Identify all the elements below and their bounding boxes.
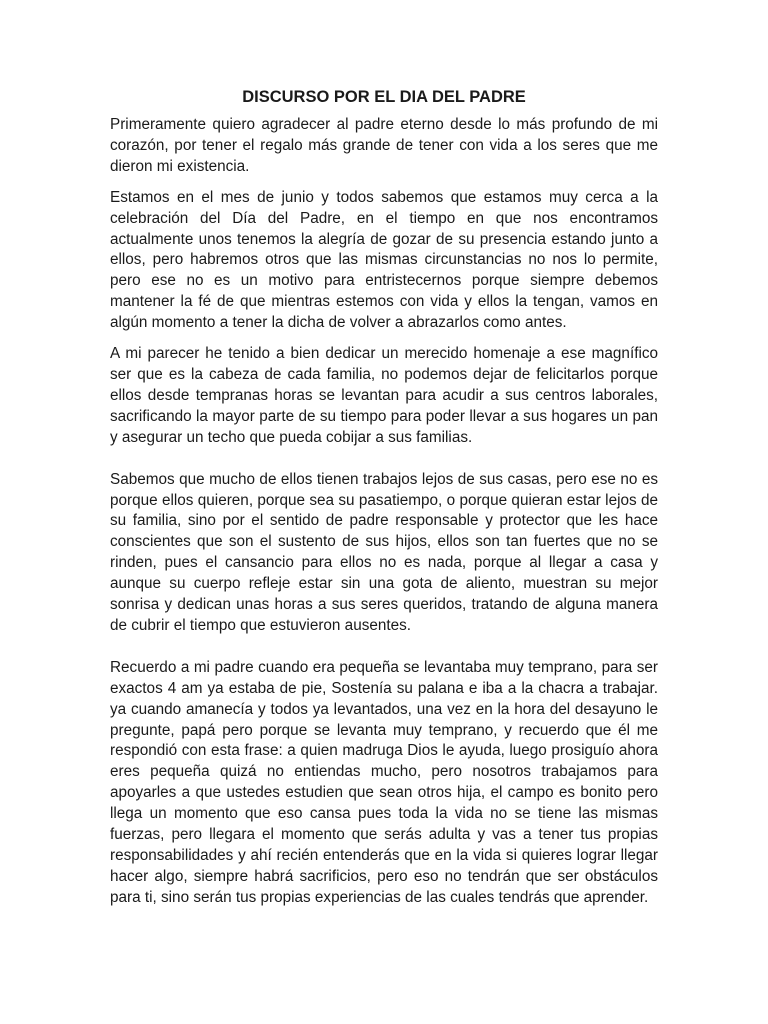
paragraph-homage: A mi parecer he tenido a bien dedicar un merecido homenaje a ese magnífico ser que es la cabeza de cada familia, no podemos dejar de felicitarlos porque ellos desde tempranas horas se levantan para acudir a sus centros laborales, sacrificando la mayor parte de su tiempo para poder llevar a sus hogares un pan y asegurar un techo que pueda cobijar a sus familias. (110, 345, 658, 446)
paragraph-june: Estamos en el mes de junio y todos sabemos que estamos muy cerca a la celebración del Día del Padre, en el tiempo en que nos encontramos actualmente unos tenemos la alegría de gozar de su presencia estando junto a ellos, pero habremos otros que las mismas circunstancias no nos lo permite, pero ese no es un motivo para entristecernos porque siempre debemos mantener la fé de que mientras estemos con vida y ellos la tengan, vamos en algún momento a tener la dicha de volver a abrazarlos como antes. (110, 188, 658, 332)
paragraph-memory: Recuerdo a mi padre cuando era pequeña se levantaba muy temprano, para ser exactos 4 am ya estaba de pie, Sostenía su palana e iba a la chacra a trabajar. ya cuando amanecía y todos ya levantados, una vez en la hora del desayuno le pregunte, papá pero porque se levanta muy temprano, y recuerdo que él me respondió con esta frase: a quien madruga Dios le ayuda, luego prosiguío ahora eres pequeña quizá no entiendas mucho, pero nosotros trabajamos para apoyarles a que ustedes estudien que sean otros hija, el campo es bonito pero llega un momento que eso cansa pues toda la vida no se tiene las mismas fuerzas, pero llegara el momento que serás adulta y vas a tener tus propias responsabilidades y ahí recién entenderás que en la vida si quieres lograr llegar hacer algo, siempre habrá sacrificios, pero eso no tendrán que ser obstáculos para ti, sino serán tus propias experiencias de las cuales tendrás que aprender. (110, 658, 658, 906)
paragraph-gratitude: Primeramente quiero agradecer al padre eterno desde lo más profundo de mi corazón, por tener el regalo más grande de tener con vida a los seres que me dieron mi existencia. (110, 116, 658, 175)
document-title: DISCURSO POR EL DIA DEL PADRE (242, 88, 526, 106)
document-page (110, 86, 658, 909)
paragraph-work-far: Sabemos que mucho de ellos tienen trabajos lejos de sus casas, pero ese no es porque ellos quieren, porque sea su pasatiempo, o porque quieran estar lejos de su familia, sino por el sentido de padre responsable y protector que les hace conscientes que son el sustento de sus hijos, ellos son tan fuertes que no se rinden, pues el cansancio para ellos no es nada, porque al llegar a casa y aunque su cuerpo refleje estar sin una gota de aliento, muestran su mejor sonrisa y dedican unas horas a sus seres queridos, tratando de alguna manera de cubrir el tiempo que estuvieron ausentes. (110, 470, 658, 634)
